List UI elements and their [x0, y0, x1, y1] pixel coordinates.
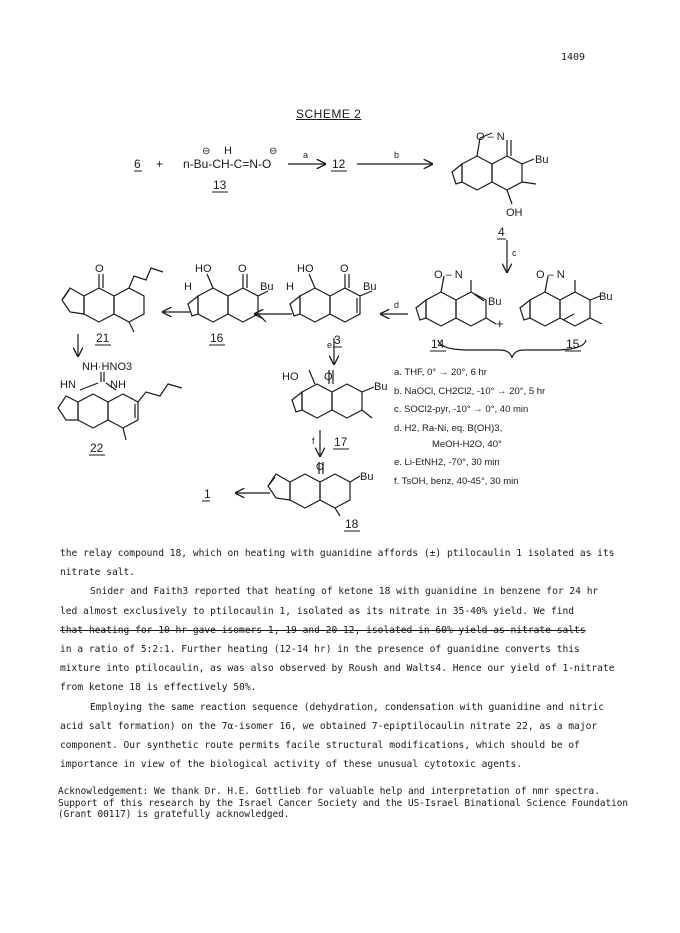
label-6: 6	[134, 157, 141, 171]
atom-bu-14: Bu	[488, 296, 502, 308]
label-3: 3	[334, 333, 341, 347]
arrow-d-label: d	[394, 300, 400, 310]
condition-f: f. TsOH, benz, 40-45°, 30 min	[394, 476, 519, 487]
atom-nh-22: NH	[110, 379, 126, 391]
label-1: 1	[204, 487, 211, 501]
label-16: 16	[210, 331, 224, 345]
condition-b: b. NaOCl, CH2Cl2, -10° → 20°, 5 hr	[394, 386, 546, 397]
compound-17-structure	[292, 370, 374, 418]
acknowledgement: Acknowledgement: We thank Dr. H.E. Gottlieb for valuable help and interpretation of nmr spectra. Support of this research by the Israel Cancer Society and the US-Israel Binational Science Foundation (Grant 00117) is gratefully acknowledged.	[58, 786, 629, 820]
compound-18-structure	[268, 462, 360, 516]
charge-2: ⊖	[269, 146, 278, 157]
atom-o-17: O	[324, 371, 333, 383]
condition-d: d. H2, Ra-Ni, eq. B(OH)3,	[394, 423, 503, 434]
compound-16-structure	[188, 274, 268, 322]
charge-1: ⊖	[202, 146, 211, 157]
condition-a: a. THF, 0° → 20°, 6 hr	[394, 367, 487, 378]
atom-hn-22: HN	[60, 379, 76, 391]
paragraph-3: Employing the same reaction sequence (dehydration, condensation with guanidine and nitric acid salt formation) on the 7α-isomer 16, we obtained 7-epiptilocaulin nitrate 22, as a major component. Our synthetic route permits facile structural modifications, which should be of importance in view of the biological activity of these unusual cytotoxic agents.	[60, 701, 605, 771]
arrow-b-label: b	[394, 150, 400, 160]
page-number: 1409	[561, 52, 586, 63]
atom-oh-4: OH	[506, 207, 523, 219]
condition-e: e. Li-EtNH2, -70°, 30 min	[394, 457, 500, 468]
condition-c: c. SOCl2-pyr, -10° → 0°, 40 min	[394, 404, 529, 415]
reagent-13: n-Bu-CH-C=N-O	[183, 157, 272, 171]
atom-o-n-15: O – N	[536, 269, 565, 281]
atom-o-n-14: O – N	[434, 269, 463, 281]
atom-o-16: O	[238, 263, 247, 275]
compound-14-structure	[416, 276, 496, 326]
compound-15-structure	[520, 276, 602, 326]
compound-4-structure	[452, 133, 536, 204]
atom-nh-hno3: NH·HNO3	[82, 361, 133, 373]
atom-o-21: O	[95, 263, 104, 275]
paragraph-1: the relay compound 18, which on heating with guanidine affords (±) ptilocaulin 1 isolated as its nitrate salt.	[60, 548, 615, 579]
plus-14-15: +	[496, 316, 504, 331]
arrow-f-label: f	[312, 436, 315, 446]
atom-ho-17: HO	[282, 371, 299, 383]
plus-sign: +	[156, 157, 164, 171]
label-14: 14	[431, 337, 445, 351]
label-18: 18	[345, 517, 359, 531]
atom-h-16: H	[184, 281, 192, 293]
atom-o-n-4: O – N	[476, 131, 505, 143]
atom-ho-3: HO	[297, 263, 314, 275]
label-17: 17	[334, 435, 348, 449]
scheme-title: SCHEME 2	[296, 107, 362, 121]
atom-ho-16: HO	[195, 263, 212, 275]
atom-bu-3: Bu	[363, 281, 377, 293]
atom-bu-16: Bu	[260, 281, 274, 293]
atom-bu-4: Bu	[535, 154, 549, 166]
label-12: 12	[332, 157, 346, 171]
atom-h-3: H	[286, 281, 294, 293]
compound-21-structure	[62, 268, 163, 332]
atom-o-18: O	[316, 462, 324, 473]
paragraph-2c: in a ratio of 5:2:1. Further heating (12-14 hr) in the presence of guanidine converts this mixture into ptilocaulin, as was also observed by Roush and Walts4. Hence our yield of 1-nitrate from ketone 18 is effectively 50%.	[60, 644, 615, 694]
paragraph-2b: that heating for 10 hr gave isomers 1, 19 and 20 12, isolated in 60% yield as nitrate salts	[60, 624, 586, 636]
atom-o-3: O	[340, 263, 349, 275]
label-4: 4	[498, 225, 505, 239]
paragraph-2a: Snider and Faith3 reported that heating of ketone 18 with guanidine in benzene for 24 hr led almost exclusively to ptilocaulin 1, isolated as its nitrate in 35-40% yield. We find	[60, 586, 599, 617]
label-21: 21	[96, 331, 110, 345]
condition-d-cont: MeOH-H2O, 40°	[432, 439, 502, 450]
atom-bu-18: Bu	[360, 471, 374, 483]
arrow-e-label: e	[327, 340, 333, 350]
atom-bu-15: Bu	[599, 291, 613, 303]
arrow-c-label: c	[512, 248, 517, 258]
arrow-a-label: a	[303, 150, 309, 160]
label-13: 13	[213, 178, 227, 192]
brace	[438, 340, 586, 358]
label-22: 22	[90, 441, 104, 455]
label-15: 15	[566, 337, 580, 351]
body-text	[60, 544, 620, 774]
compound-3-structure	[290, 274, 372, 322]
atom-bu-17: Bu	[374, 381, 388, 393]
reagent-h: H	[224, 145, 232, 157]
